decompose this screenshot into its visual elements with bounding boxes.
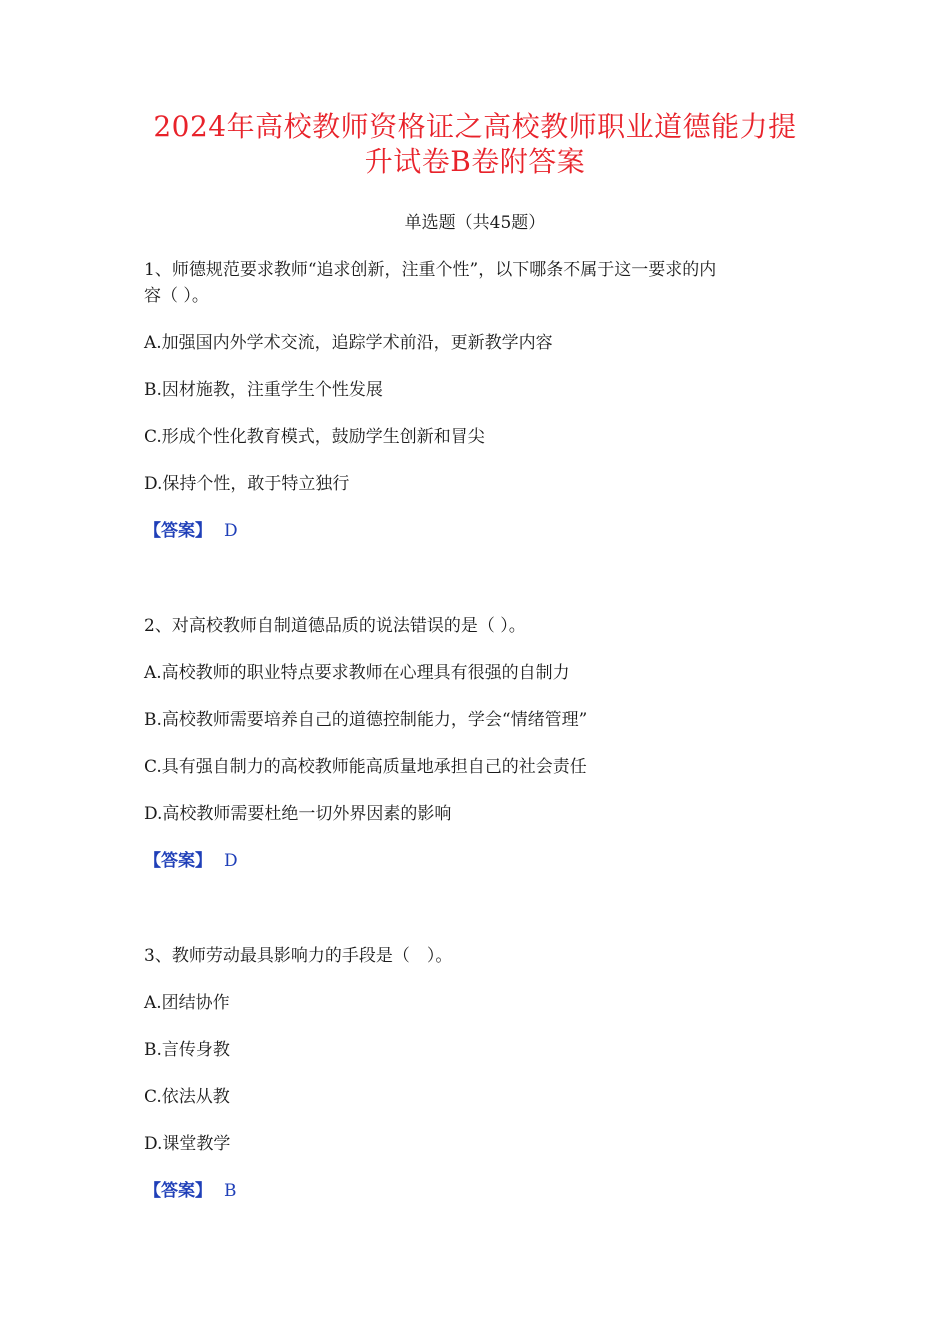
question-2-option-c: C.具有强自制力的高校教师能高质量地承担自己的社会责任 <box>144 757 587 777</box>
answer-value: B <box>224 1181 237 1201</box>
answer-label: 【答案】 <box>144 1181 212 1201</box>
question-2-option-b: B.高校教师需要培养自己的道德控制能力，学会“情绪管理” <box>144 710 588 730</box>
question-2-stem-line1: 2、对高校教师自制道德品质的说法错误的是（ ）。 <box>144 616 526 636</box>
section-heading: 单选题（共45题） <box>404 213 546 233</box>
question-3-option-a: A.团结协作 <box>144 993 230 1013</box>
answer-value: D <box>224 851 238 871</box>
question-3-option-b: B.言传身教 <box>144 1040 230 1060</box>
question-2-answer <box>144 849 238 873</box>
document-title-line2: 升试卷B卷附答案 <box>364 145 586 178</box>
question-2-option-a: A.高校教师的职业特点要求教师在心理具有很强的自制力 <box>144 663 570 683</box>
question-1-answer <box>144 519 238 543</box>
answer-label: 【答案】 <box>144 521 212 541</box>
question-1-option-d: D.保持个性，敢于特立独行 <box>144 474 350 494</box>
question-3-option-d: D.课堂教学 <box>144 1134 231 1154</box>
question-1-stem-line2: 容（ ）。 <box>144 286 209 306</box>
question-3-answer <box>144 1179 237 1203</box>
document-title-line1: 2024年高校教师资格证之高校教师职业道德能力提 <box>153 110 797 143</box>
question-3-stem-line1: 3、教师劳动最具影响力的手段是（ ）。 <box>144 946 453 966</box>
question-2-option-d: D.高校教师需要杜绝一切外界因素的影响 <box>144 804 452 824</box>
question-3-option-c: C.依法从教 <box>144 1087 230 1107</box>
question-1-stem-line1: 1、师德规范要求教师“追求创新，注重个性”，以下哪条不属于这一要求的内 <box>144 260 717 280</box>
answer-label: 【答案】 <box>144 851 212 871</box>
question-1-option-c: C.形成个性化教育模式，鼓励学生创新和冒尖 <box>144 427 485 447</box>
question-1-option-a: A.加强国内外学术交流，追踪学术前沿，更新教学内容 <box>144 333 553 353</box>
answer-value: D <box>224 521 238 541</box>
question-1-option-b: B.因材施教，注重学生个性发展 <box>144 380 383 400</box>
